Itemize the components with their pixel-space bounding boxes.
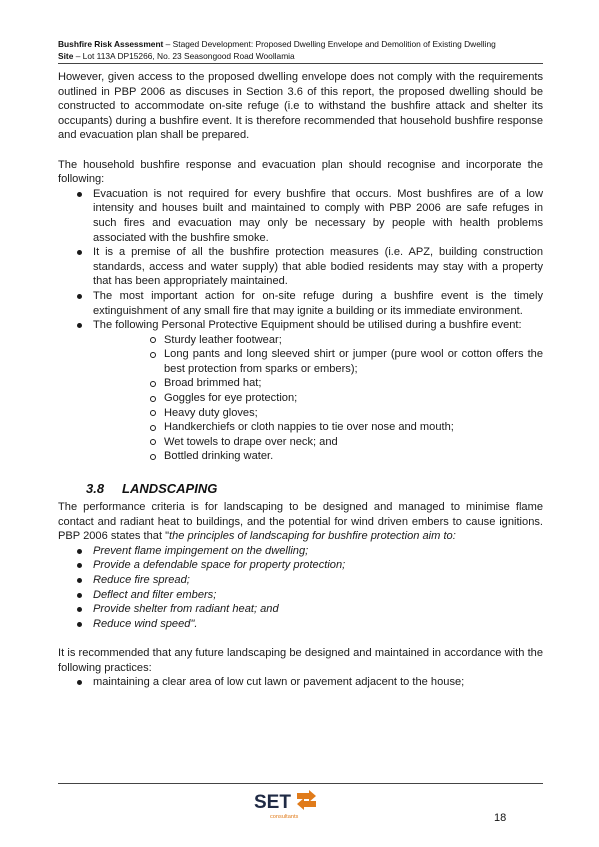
sub-list-item: Wet towels to drape over neck; and (93, 435, 543, 450)
list-item: maintaining a clear area of low cut lawn or pavement adjacent to the house; (58, 675, 543, 690)
intro-paragraph: However, given access to the proposed dwelling envelope does not comply with the requirements outlined in PBP 2006 as discuses in Section 3.6 of this report, the proposed dwelling should be constructed to accommodate on-site refuge (i.e to withstand the bushfire attack and shelter its occupants) during a bushfire event. It is therefore recommended that household bushfire response and evacuation plan shall be prepared. (58, 71, 543, 142)
header-site-bold: Site (58, 51, 74, 61)
header-site-rest: – Lot 113A DP15266, No. 23 Seasongood Road Woollamia (73, 51, 295, 61)
header-site-line (58, 50, 543, 62)
spacer (58, 143, 543, 158)
list-item: Reduce fire spread; (58, 573, 543, 588)
list-item: It is a premise of all the bushfire protection measures (i.e. APZ, building construction standards, access and water supply) that able bodied residents may stay with a property that has been appropriately maintained. (58, 245, 543, 289)
section-title: LANDSCAPING (122, 481, 218, 497)
plan-intro-paragraph: The household bushfire response and evacuation plan should recognise and incorporate the following: (58, 158, 543, 186)
page-number: 18 (494, 812, 507, 824)
footer-divider (58, 783, 543, 784)
running-header (58, 38, 543, 62)
header-title-line (58, 38, 543, 50)
list-item: Provide a defendable space for property protection; (58, 558, 543, 573)
logo-subtitle: consultants (270, 814, 299, 820)
spacer (58, 631, 543, 646)
list-item: Reduce wind speed". (58, 617, 543, 632)
sub-list-item: Sturdy leather footwear; (93, 333, 543, 348)
landscaping-aims-list (58, 544, 543, 632)
list-item-text: The following Personal Protective Equipment should be utilised during a bushfire event: (93, 319, 522, 332)
list-item: Deflect and filter embers; (58, 588, 543, 603)
sub-list-item: Handkerchiefs or cloth nappies to tie over nose and mouth; (93, 420, 543, 435)
sub-list-item: Heavy duty gloves; (93, 406, 543, 421)
list-item: Evacuation is not required for every bushfire that occurs. Most bushfires are of a low intensity and houses built and maintained to comply with PBP 2006 are safe refuges in such fires and evacuation may only be necessary by people with health problems associated with the bushfire smoke. (58, 187, 543, 245)
sub-list-item: Broad brimmed hat; (93, 376, 543, 391)
ppe-sub-list (93, 333, 543, 464)
sub-list-item: Bottled drinking water. (93, 449, 543, 464)
set-consultants-logo (253, 789, 323, 821)
document-body (58, 70, 543, 690)
list-item: Prevent flame impingement on the dwelling; (58, 544, 543, 559)
header-title-rest: – Staged Development: Proposed Dwelling Envelope and Demolition of Existing Dwelling (163, 39, 496, 49)
list-item: Provide shelter from radiant heat; and (58, 602, 543, 617)
logo-wordmark: SET (254, 792, 291, 813)
landscaping-paragraph (58, 500, 543, 544)
list-item: The most important action for on-site refuge during a bushfire event is the timely extinguishment of any small fire that may ignite a building or its immediate environment. (58, 289, 543, 318)
recommend-paragraph: It is recommended that any future landscaping be designed and maintained in accordance with the following practices: (58, 646, 543, 674)
logo-arrows-icon (297, 790, 316, 810)
sub-list-item: Long pants and long sleeved shirt or jumper (pure wool or cotton offers the best protection from sparks or embers); (93, 347, 543, 376)
landscaping-quote: the principles of landscaping for bushfire protection aim to: (169, 530, 456, 543)
list-item-ppe (58, 318, 543, 464)
landscaping-intro-text: The performance criteria is for landscaping to be designed and managed to minimise flame contact and radiant heat to buildings, and the potential for wind driven embers to cause ignitions. PBP 2006 states that " (58, 501, 543, 543)
plan-bullet-list (58, 187, 543, 464)
practices-list (58, 675, 543, 690)
header-title-bold: Bushfire Risk Assessment (58, 39, 164, 49)
section-heading (86, 481, 543, 497)
sub-list-item: Goggles for eye protection; (93, 391, 543, 406)
header-divider (58, 63, 543, 64)
section-number: 3.8 (86, 481, 105, 497)
